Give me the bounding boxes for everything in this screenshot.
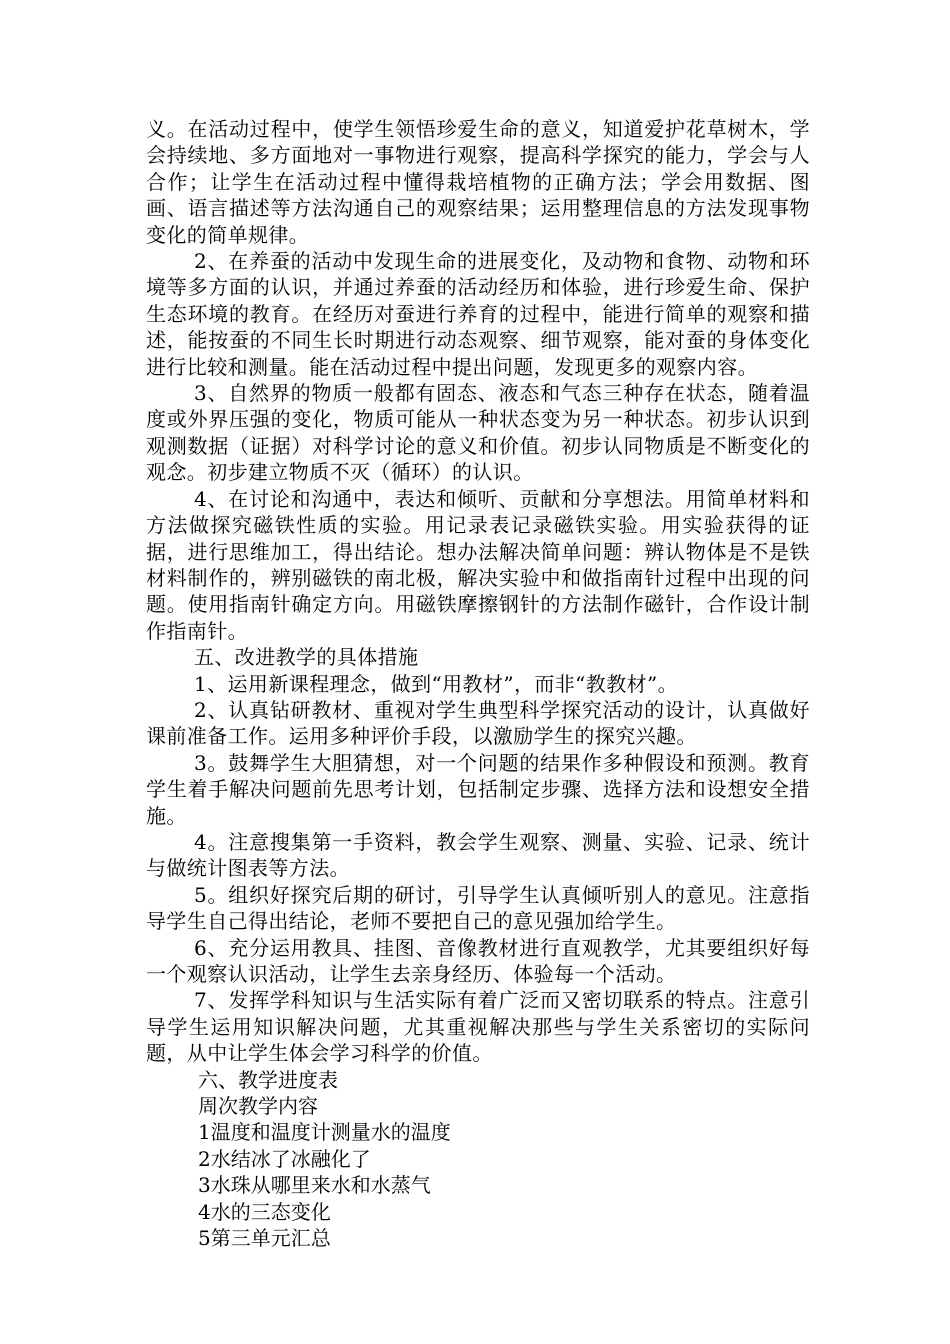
paragraph-magnets: 4、在讨论和沟通中，表达和倾听、贡献和分享想法。用简单材料和方法做探究磁铁性质的实验。用记录表记录磁铁实验。用实验获得的证据，进行思维加工，得出结论。想办法解决简单问题：辨认物体是不是铁材料制作的，辨别磁铁的南北极，解决实验中和做指南针过程中出现的问题。使用指南针确定方向。用磁铁摩擦钢针的方法制作磁针，合作设计制作指南针。 <box>146 486 810 643</box>
schedule-row: 4水的三态变化 <box>198 1199 331 1224</box>
measure-item-7: 7、发挥学科知识与生活实际有着广泛而又密切联系的特点。注意引导学生运用知识解决问题，尤其重视解决那些与学生关系密切的实际问题，从中让学生体会学习科学的价值。 <box>146 988 810 1066</box>
schedule-section <box>146 1067 810 1252</box>
schedule-row: 2水结冰了冰融化了 <box>198 1146 371 1171</box>
schedule-row: 5第三单元汇总 <box>198 1226 331 1251</box>
measure-item-2: 2、认真钻研教材、重视对学生典型科学探究活动的设计，认真做好课前准备工作。运用多种评价手段，以激励学生的探究兴趣。 <box>146 697 810 749</box>
section-heading-measures: 五、改进教学的具体措施 <box>194 645 419 670</box>
measure-item-1: 1、运用新课程理念，做到“用教材”，而非“教教材”。 <box>194 671 679 696</box>
schedule-row: 1温度和温度计测量水的温度 <box>198 1120 451 1145</box>
measure-item-4: 4。注意搜集第一手资料，教会学生观察、测量、实验、记录、统计与做统计图表等方法。 <box>146 829 810 881</box>
paragraph-matter-states: 3、自然界的物质一般都有固态、液态和气态三种存在状态，随着温度或外界压强的变化，物质可能从一种状态变为另一种状态。初步认识到观测数据（证据）对科学讨论的意义和价值。初步认同物质是不断变化的观念。初步建立物质不灭（循环）的认识。 <box>146 381 810 485</box>
section-heading-schedule: 六、教学进度表 <box>198 1067 338 1092</box>
schedule-header-row: 周次教学内容 <box>198 1094 318 1119</box>
schedule-row: 3水珠从哪里来水和水蒸气 <box>198 1173 431 1198</box>
measure-item-3: 3。鼓舞学生大胆猜想，对一个问题的结果作多种假设和预测。教育学生着手解决问题前先思考计划，包括制定步骤、选择方法和设想安全措施。 <box>146 750 810 828</box>
paragraph-silkworm: 2、在养蚕的活动中发现生命的进展变化，及动物和食物、动物和环境等多方面的认识，并通过养蚕的活动经历和体验，进行珍爱生命、保护生态环境的教育。在经历对蚕进行养育的过程中，能进行简单的观察和描述，能按蚕的不同生长时期进行动态观察、细节观察，能对蚕的身体变化进行比较和测量。能在活动过程中提出问题，发现更多的观察内容。 <box>146 249 810 379</box>
measure-item-5: 5。组织好探究后期的研讨，引导学生认真倾听别人的意见。注意指导学生自己得出结论，老师不要把自己的意见强加给学生。 <box>146 882 810 934</box>
measure-item-6: 6、充分运用教具、挂图、音像教材进行直观教学，尤其要组织好每一个观察认识活动，让学生去亲身经历、体验每一个活动。 <box>146 935 810 986</box>
paragraph-goals-continued: 义。在活动过程中，使学生领悟珍爱生命的意义，知道爱护花草树木，学会持续地、多方面地对一事物进行观察，提高科学探究的能力，学会与人合作；让学生在活动过程中懂得栽培植物的正确方法；学会用数据、图画、语言描述等方法沟通自己的观察结果；运用整理信息的方法发现事物变化的简单规律。 <box>146 117 810 247</box>
